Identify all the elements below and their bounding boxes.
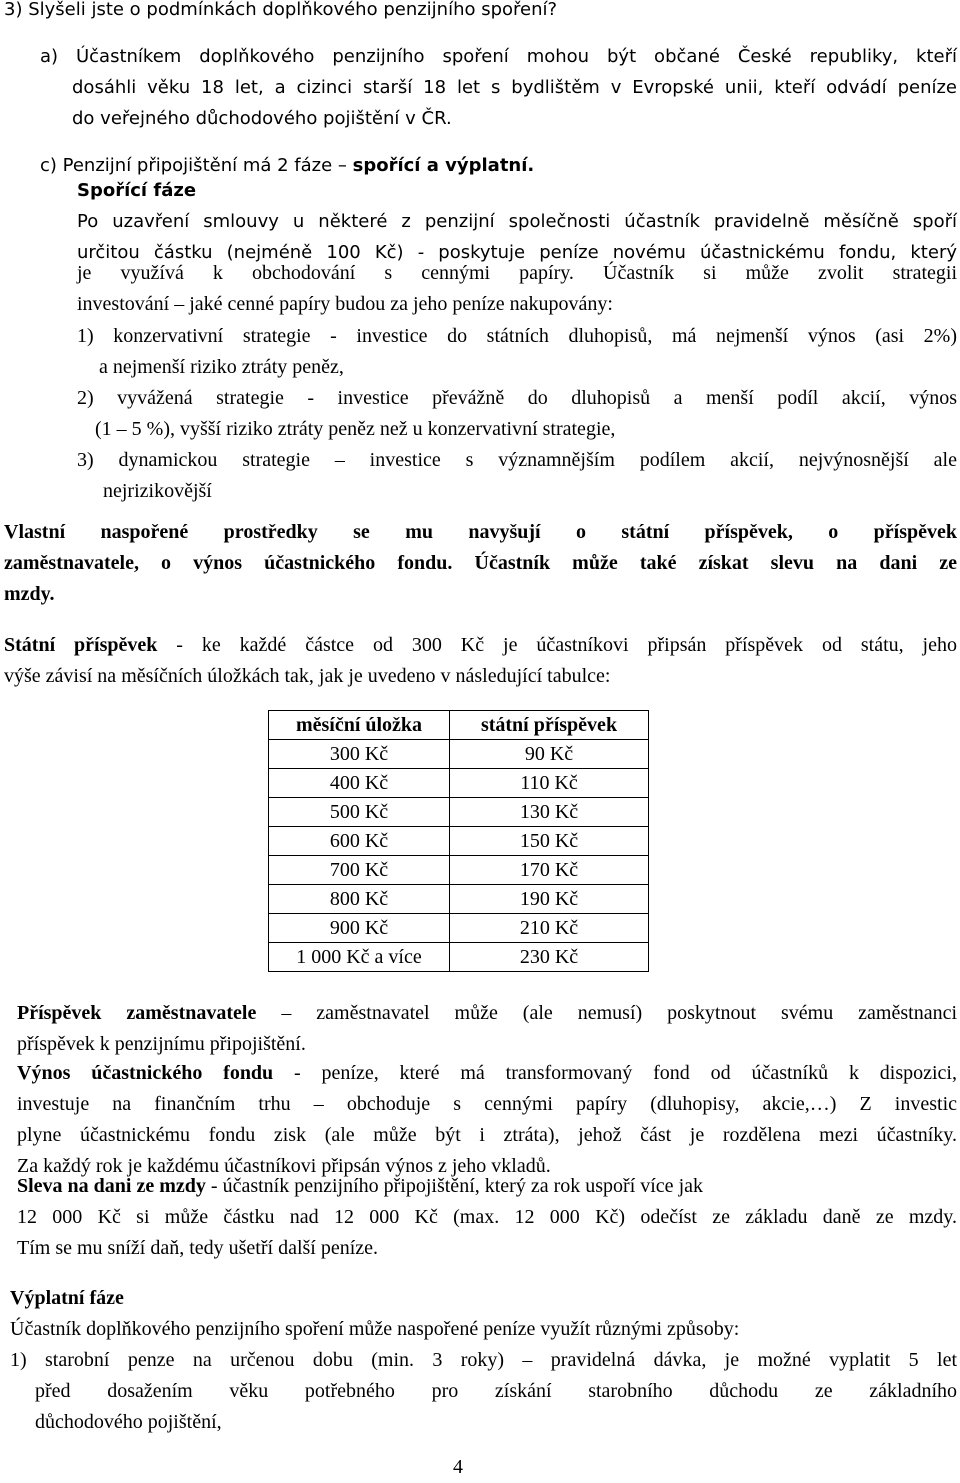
- table-cell: 110 Kč: [450, 769, 649, 798]
- strategy-1: 1) konzervativní strategie - investice do státních dluhopisů, má nejmenší výnos (asi 2%) a nejmenší riziko ztráty peněz,: [77, 325, 957, 378]
- table-row: [269, 827, 649, 856]
- item-a-line: do veřejného důchodového pojištění v ČR.: [72, 108, 452, 129]
- savings-phase: Spořící fáze Po uzavření smlouvy u některé z penzijní společnosti účastník pravidelně měsíčně spoří určitou částku (nejméně 100 Kč) - poskytuje peníze novému účastnickému fondu, který: [77, 175, 957, 268]
- table-cell: 150 Kč: [450, 827, 649, 856]
- fund-yield: Výnos účastnického fondu - peníze, které má transformovaný fond od účastníků k dispozici, investuje na finančním trhu – obchoduje s cennými papíry (dluhopisy, akcie,…) Z investic plyne účastnickému fondu zisk (ale může být i ztráta), jehož část je rozdělena mezi účastníky. Za každý rok je každému účastníkovi připsán výnos z jeho vkladů.: [17, 1062, 957, 1177]
- table-row: [269, 914, 649, 943]
- table-row: [269, 798, 649, 827]
- employer-term: Příspěvek zaměstnavatele: [17, 1002, 257, 1024]
- table-cell: 700 Kč: [269, 856, 450, 885]
- table-cell: 190 Kč: [450, 885, 649, 914]
- table-row: [269, 856, 649, 885]
- table-cell: 130 Kč: [450, 798, 649, 827]
- state-contribution: Státní příspěvek - ke každé částce od 300 Kč je účastníkovi připsán příspěvek od státu, jeho výše závisí na měsíčních úložkách tak, jak je uvedeno v následující tabulce:: [4, 634, 957, 687]
- page-number: 4: [453, 1456, 463, 1478]
- contribution-table: [268, 710, 649, 972]
- table-cell: 800 Kč: [269, 885, 450, 914]
- table-cell: 300 Kč: [269, 740, 450, 769]
- item-c: c) Penzijní připojištění má 2 fáze – spořící a výplatní.: [40, 155, 535, 176]
- item-a-line: a) Účastníkem doplňkového penzijního spoření mohou být občané České republiky, kteří: [40, 46, 957, 67]
- table-cell: 170 Kč: [450, 856, 649, 885]
- tax-relief-term: Sleva na dani ze mzdy: [17, 1175, 206, 1197]
- table-cell: 900 Kč: [269, 914, 450, 943]
- savings-phase-cont: je využívá k obchodování s cennými papíry. Účastník si může zvolit strategii investování – jaké cenné papíry budou za jeho peníze nakupovány:: [77, 262, 957, 315]
- item-a-line: dosáhli věku 18 let, a cizinci starší 18 let s bydlištěm v Evropské unii, kteří odvádí peníze: [72, 77, 957, 98]
- question-heading: 3) Slyšeli jste o podmínkách doplňkového penzijního spoření?: [4, 0, 558, 20]
- table-cell: 500 Kč: [269, 798, 450, 827]
- table-cell: 600 Kč: [269, 827, 450, 856]
- table-cell: 90 Kč: [450, 740, 649, 769]
- tax-relief: Sleva na dani ze mzdy - účastník penzijního připojištění, který za rok uspoří více jak 12 000 Kč si může částku nad 12 000 Kč (max. 12 000 Kč) odečíst ze základu daně ze mzdy. Tím se mu sníží daň, tedy ušetří další peníze.: [17, 1175, 957, 1259]
- payout-item-1-cont: před dosažením věku potřebného pro získání starobního důchodu ze základního důchodového pojištění,: [35, 1380, 957, 1433]
- table-cell: 400 Kč: [269, 769, 450, 798]
- payout-phase-title: Výplatní fáze: [10, 1287, 124, 1309]
- column-header: státní příspěvek: [450, 711, 649, 740]
- table-row: [269, 740, 649, 769]
- fund-yield-term: Výnos účastnického fondu: [17, 1062, 274, 1084]
- item-a-cont: [72, 72, 957, 134]
- savings-phase-title: Spořící fáze: [77, 180, 197, 201]
- employer-contribution: Příspěvek zaměstnavatele – zaměstnavatel může (ale nemusí) poskytnout svému zaměstnanci příspěvek k penzijnímu připojištění.: [17, 1002, 958, 1055]
- table-row: [269, 885, 649, 914]
- table-row: [269, 943, 649, 972]
- bold-summary: Vlastní naspořené prostředky se mu navyšují o státní příspěvek, o příspěvek zaměstnavatele, o výnos účastnického fondu. Účastník může také získat slevu na dani ze mzdy.: [4, 521, 957, 605]
- table-cell: 210 Kč: [450, 914, 649, 943]
- item-a: [40, 41, 957, 72]
- table-cell: 1 000 Kč a více: [269, 943, 450, 972]
- table-row: [269, 769, 649, 798]
- table-header-row: [269, 711, 649, 740]
- payout-phase: Výplatní fáze Účastník doplňkového penzijního spoření může naspořené peníze využít různými způsoby: 1) starobní penze na určenou dobu (min. 3 roky) – pravidelná dávka, je možné vyplatit 5 let: [10, 1283, 957, 1376]
- column-header: měsíční úložka: [269, 711, 450, 740]
- strategy-3: 3) dynamickou strategie – investice s významnějším podílem akcií, nejvýnosnější ale nejrizikovější: [77, 449, 957, 502]
- strategy-2: 2) vyvážená strategie - investice převážně do dluhopisů a menší podíl akcií, výnos (1 – 5 %), vyšší riziko ztráty peněz než u konzervativní strategie,: [77, 387, 957, 440]
- table-cell: 230 Kč: [450, 943, 649, 972]
- state-contribution-term: Státní příspěvek: [4, 634, 158, 656]
